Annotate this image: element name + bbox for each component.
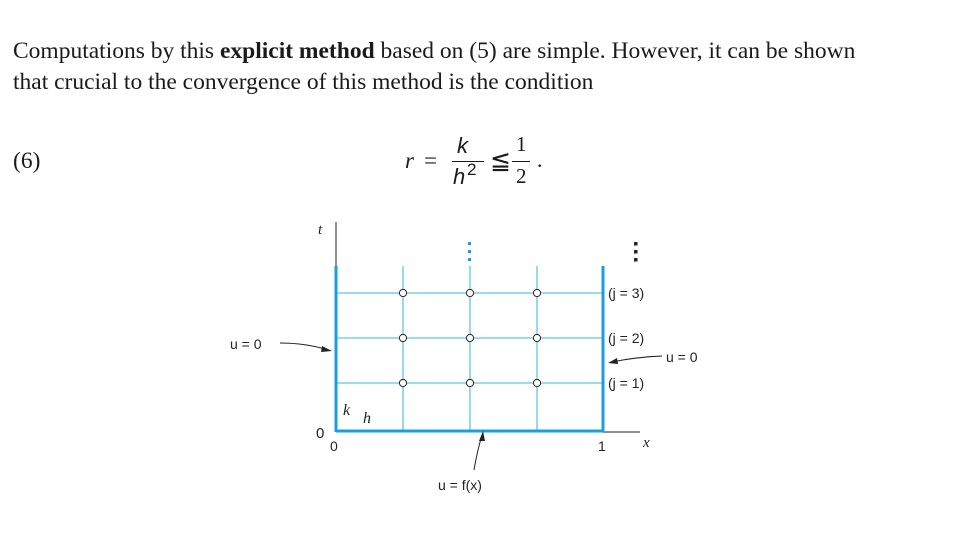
x-axis-label: x	[643, 435, 650, 451]
continuation-dots-middle	[468, 242, 471, 261]
eq-leq: ≦	[490, 148, 511, 175]
origin-t-label: 0	[316, 425, 325, 442]
eq-h-exp: 2	[467, 160, 477, 179]
equation-number: (6)	[13, 148, 41, 174]
eq-equals: =	[424, 148, 437, 173]
right-boundary-label: u = 0	[666, 349, 698, 365]
eq-one: 1	[516, 132, 527, 156]
eq-lhs: r	[405, 148, 414, 173]
continuation-dots-right	[634, 242, 638, 262]
t-axis-label: t	[318, 222, 323, 238]
row-label-j1: (j = 1)	[608, 375, 645, 391]
bold-term: explicit method	[219, 38, 375, 64]
eq-k: k	[457, 133, 468, 158]
eq-period: .	[537, 147, 543, 172]
h-label: h	[363, 410, 371, 427]
x-one-label: 1	[598, 438, 606, 454]
k-label: k	[343, 402, 351, 419]
eq-h: h	[453, 164, 466, 189]
row-label-j2: (j = 2)	[608, 330, 645, 346]
origin-x-label: 0	[330, 438, 338, 454]
paragraph-line-2: that crucial to the convergence of this method is the condition	[13, 69, 594, 95]
bottom-boundary-label: u = f(x)	[438, 477, 482, 493]
text-run: Computations by this	[13, 38, 220, 64]
text-run: based on (5) are simple. However, it can be shown	[374, 38, 856, 64]
row-label-j3: (j = 3)	[608, 285, 645, 301]
left-boundary-label: u = 0	[230, 336, 262, 352]
eq-two: 2	[516, 164, 527, 188]
